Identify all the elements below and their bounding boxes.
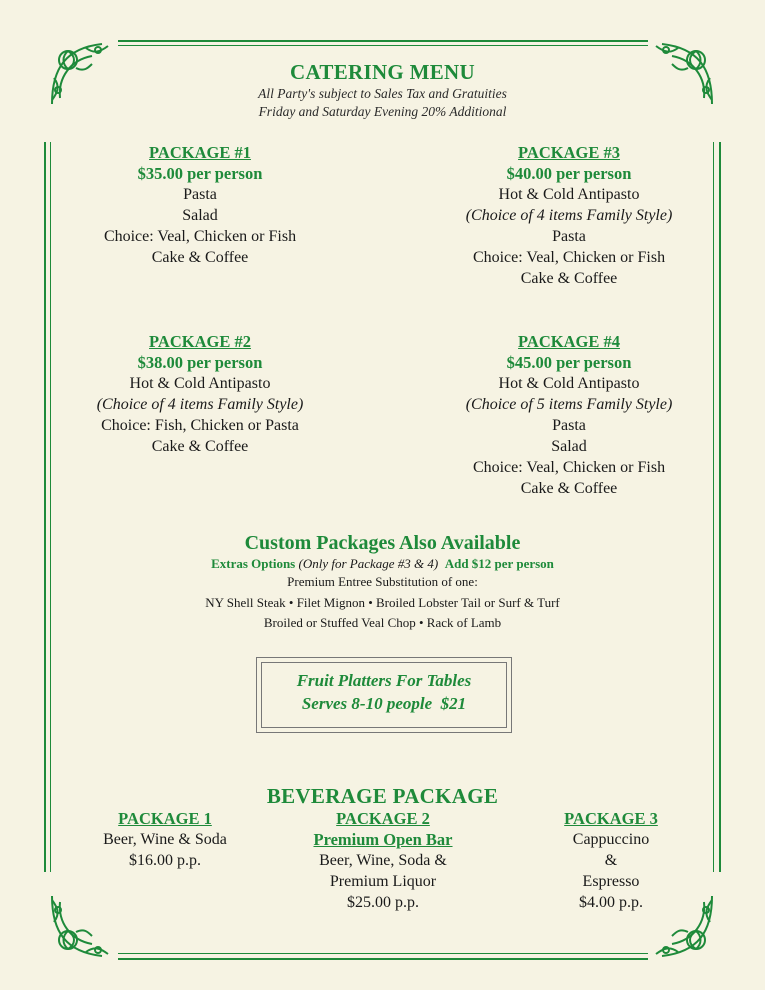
package-price: $35.00 per person <box>137 164 263 183</box>
extras-label: Extras Options <box>211 556 296 571</box>
menu-item: (Choice of 5 items Family Style) <box>465 396 673 413</box>
menu-item: Hot & Cold Antipasto <box>129 375 271 392</box>
menu-item: Choice: Fish, Chicken or Pasta <box>101 417 299 434</box>
menu-item: Cake & Coffee <box>520 270 618 287</box>
package-heading: PACKAGE #4 <box>518 332 620 351</box>
menu-item: Hot & Cold Antipasto <box>498 186 640 203</box>
extras-price: Add $12 per person <box>444 556 554 571</box>
acanthus-scroll-corner-icon <box>46 38 118 110</box>
menu-item: (Choice of 4 items Family Style) <box>96 396 304 413</box>
beverage-package-1 <box>60 808 270 871</box>
fruit-platter-price: Serves 8-10 people $21 <box>301 694 467 713</box>
fruit-platter-box <box>256 657 512 733</box>
beverage-line: $25.00 p.p. <box>347 894 419 911</box>
package-3 <box>409 142 729 289</box>
beverage-heading: PACKAGE 1 <box>118 809 212 828</box>
menu-item: Pasta <box>552 417 586 434</box>
menu-header <box>120 60 645 121</box>
subtitle-tax-note: All Party's subject to Sales Tax and Gratuities <box>258 86 507 101</box>
menu-item: Salad <box>551 438 587 455</box>
menu-item: Cake & Coffee <box>151 438 249 455</box>
package-2 <box>40 331 360 457</box>
substitution-text: Premium Entree Substitution of one: <box>287 574 478 589</box>
beverage-heading: PACKAGE 3 <box>564 809 658 828</box>
menu-item: Pasta <box>552 228 586 245</box>
entree-options-1: NY Shell Steak • Filet Mignon • Broiled Lobster Tail or Surf & Turf <box>205 595 560 610</box>
package-1 <box>40 142 360 268</box>
bottom-border-rule-inner <box>118 953 648 954</box>
page-title: CATERING MENU <box>290 60 475 84</box>
beverage-title: BEVERAGE PACKAGE <box>266 784 499 808</box>
acanthus-scroll-corner-icon <box>646 38 718 110</box>
beverage-package-2 <box>278 808 488 913</box>
beverage-line: Beer, Wine & Soda <box>103 831 227 848</box>
package-heading: PACKAGE #1 <box>149 143 251 162</box>
package-price: $40.00 per person <box>506 164 632 183</box>
beverage-package-3 <box>506 808 716 913</box>
top-border-rule <box>118 40 648 42</box>
package-price: $45.00 per person <box>506 353 632 372</box>
package-4 <box>409 331 729 499</box>
beverage-heading: PACKAGE 2 <box>336 809 430 828</box>
package-heading: PACKAGE #2 <box>149 332 251 351</box>
acanthus-scroll-corner-icon <box>46 890 118 962</box>
custom-packages <box>100 532 665 632</box>
beverage-highlight: Premium Open Bar <box>313 830 453 849</box>
beverage-line: $4.00 p.p. <box>579 894 643 911</box>
menu-item: Choice: Veal, Chicken or Fish <box>103 228 297 245</box>
beverage-line: $16.00 p.p. <box>129 852 201 869</box>
package-heading: PACKAGE #3 <box>518 143 620 162</box>
beverage-line: Espresso <box>582 873 640 890</box>
extras-options-line <box>100 555 665 573</box>
menu-item: Cake & Coffee <box>151 249 249 266</box>
fruit-platter-inner-frame <box>261 662 507 728</box>
menu-item: Hot & Cold Antipasto <box>498 375 640 392</box>
package-price: $38.00 per person <box>137 353 263 372</box>
menu-item: Salad <box>182 207 218 224</box>
menu-item: Choice: Veal, Chicken or Fish <box>472 249 666 266</box>
beverage-line: Premium Liquor <box>329 873 437 890</box>
bottom-border-rule <box>118 958 648 960</box>
beverage-line: & <box>604 852 618 869</box>
menu-item: Pasta <box>183 186 217 203</box>
extras-note: (Only for Package #3 & 4) <box>298 556 439 571</box>
menu-item: (Choice of 4 items Family Style) <box>465 207 673 224</box>
entree-options-2: Broiled or Stuffed Veal Chop • Rack of Lamb <box>263 615 502 630</box>
menu-item: Cake & Coffee <box>520 480 618 497</box>
menu-item: Choice: Veal, Chicken or Fish <box>472 459 666 476</box>
top-border-rule-inner <box>118 45 648 46</box>
subtitle-weekend-note: Friday and Saturday Evening 20% Additional <box>258 104 507 119</box>
beverage-line: Cappuccino <box>572 831 650 848</box>
beverage-section-title-wrap <box>120 784 645 809</box>
fruit-platter-title: Fruit Platters For Tables <box>296 671 472 690</box>
custom-packages-title: Custom Packages Also Available <box>244 532 521 554</box>
beverage-line: Beer, Wine, Soda & <box>319 852 447 869</box>
